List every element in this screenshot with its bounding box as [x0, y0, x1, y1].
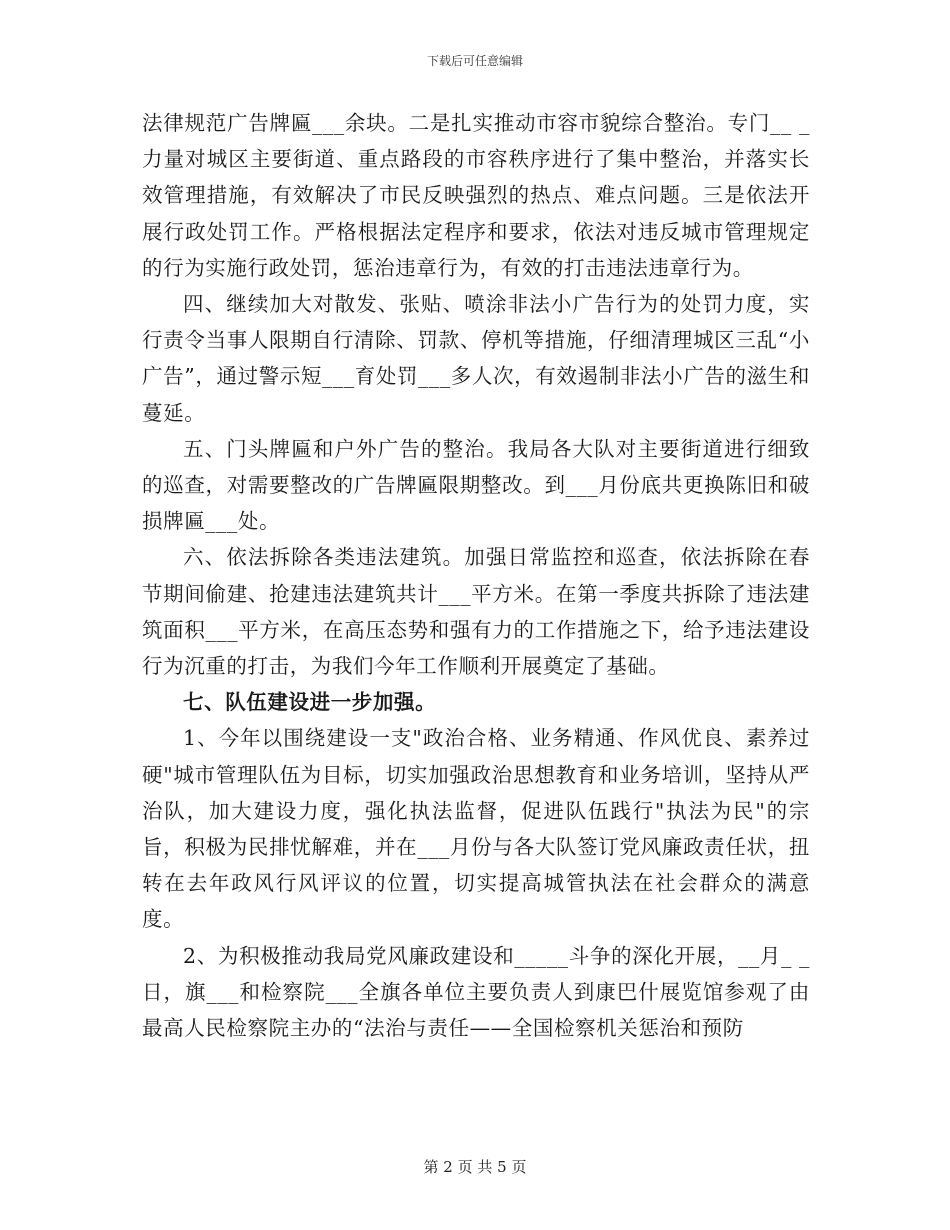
paragraph: 四、继续加大对散发、张贴、喷涂非法小广告行为的处罚力度，实行责令当事人限期自行清除、罚款、停机等措施，仔细清理城区三乱“小广告”，通过警示短___育处罚___多人次，有效遏制非法小广告的滋生和蔓延。 [142, 292, 810, 425]
section-heading: 七、队伍建设进一步加强。 [183, 690, 437, 715]
paragraph: 2、为积极推动我局党风廉政建设和_____斗争的深化开展，__月_ _日，旗___和检察院___全旗各单位主要负责人到康巴什展览馆参观了由最高人民检察院主办的“法治与责任——全国检察机关惩治和预防 [142, 943, 810, 1041]
paragraph: 法律规范广告牌匾___余块。二是扎实推动市容市貌综合整治。专门__ _力量对城区主要街道、重点路段的市容秩序进行了集中整治，并落实长效管理措施，有效解决了市民反映强烈的热点、难点问题。三是依法开展行政处罚工作。严格根据法定程序和要求，依法对违反城市管理规定的行为实施行政处罚，惩治违章行为，有效的打击违法违章行为。 [142, 111, 810, 280]
document-body [142, 105, 810, 1046]
page-footer: 第 2 页 共 5 页 [423, 1158, 527, 1176]
paragraph: 五、门头牌匾和户外广告的整治。我局各大队对主要街道进行细致的巡查，对需要整改的广告牌匾限期整改。到___月份底共更换陈旧和破损牌匾___处。 [142, 436, 810, 534]
paragraph: 六、依法拆除各类违法建筑。加强日常监控和巡查，依法拆除在春节期间偷建、抢建违法建筑共计___平方米。在第一季度共拆除了违法建筑面积___平方米，在高压态势和强有力的工作措施之下，给予违法建设行为沉重的打击，为我们今年工作顺利开展奠定了基础。 [142, 545, 810, 679]
page-header: 下载后可任意编辑 [426, 54, 523, 68]
paragraph: 1、今年以围绕建设一支"政治合格、业务精通、作风优良、素养过硬"城市管理队伍为目标，切实加强政治思想教育和业务培训，坚持从严治队，加大建设力度，强化执法监督，促进队伍践行"执法为民"的宗旨，积极为民排忧解难，并在___月份与各大队签订党风廉政责任状，扭转在去年政风行风评议的位置，切实提高城管执法在社会群众的满意度。 [142, 726, 810, 932]
